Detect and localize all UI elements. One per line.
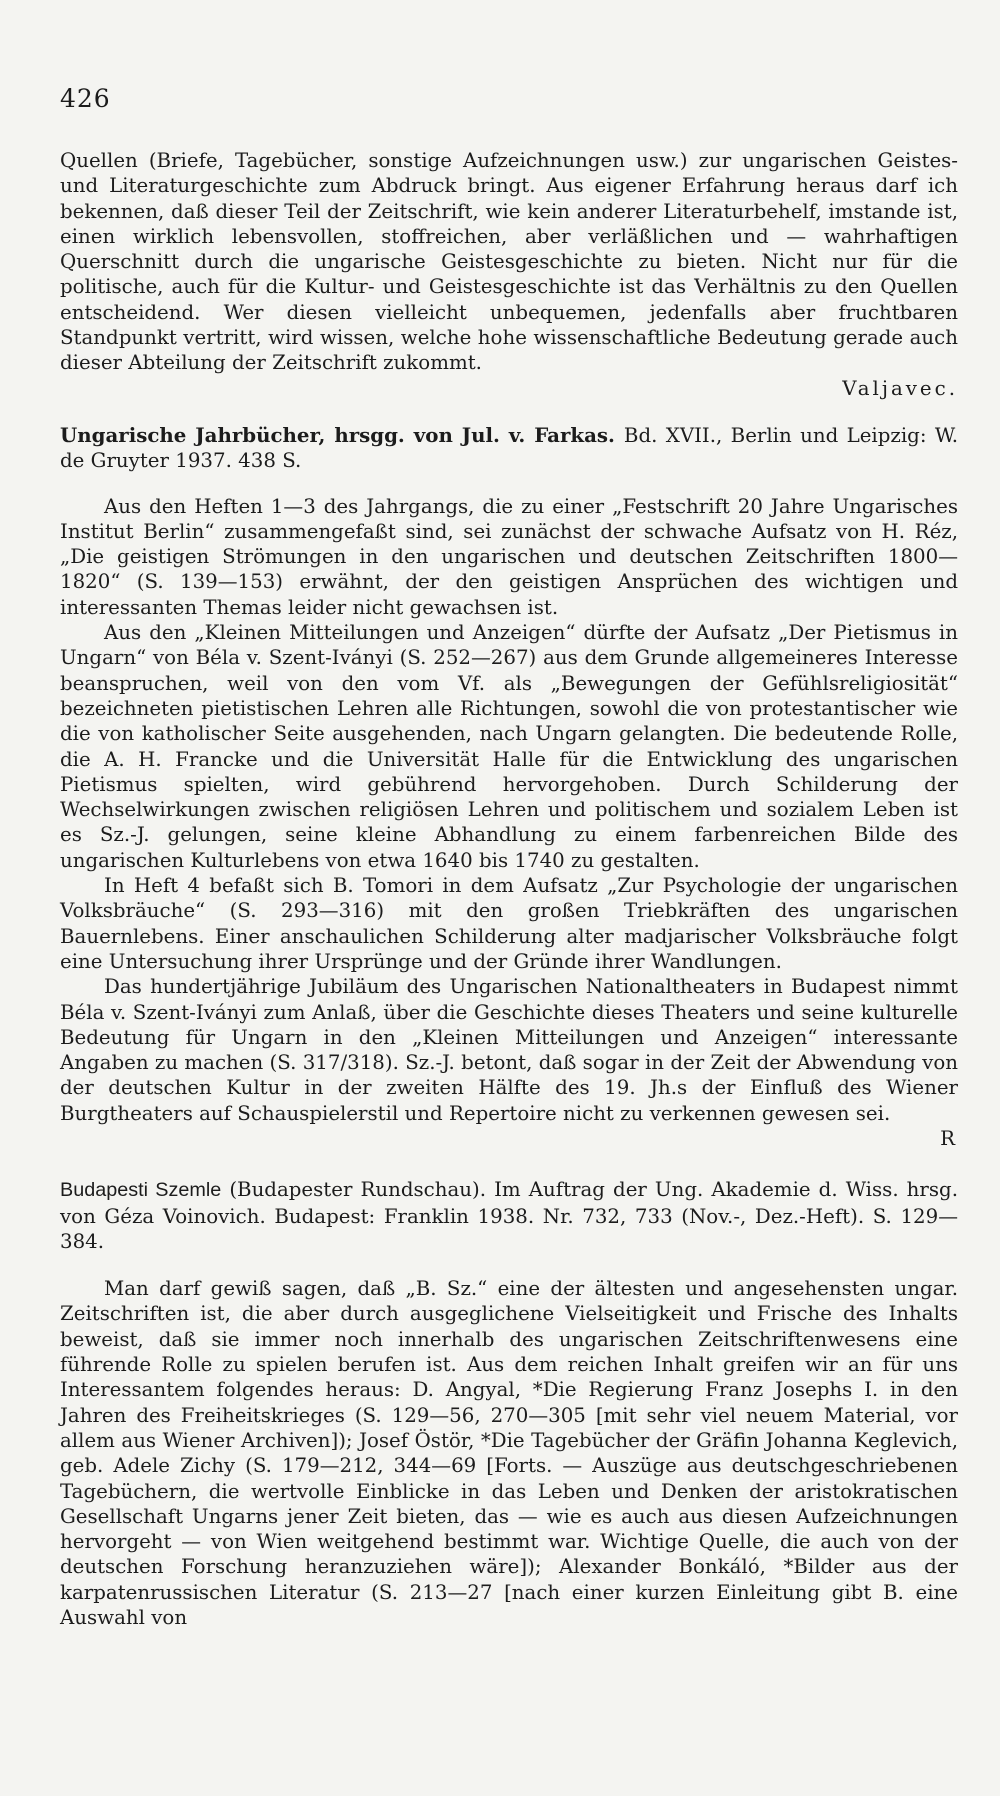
- review-heading: [60, 1177, 958, 1254]
- review-heading-title: Ungarische Jahrbücher, hrsgg. von Jul. v. Farkas.: [60, 422, 615, 447]
- review-heading: [60, 423, 958, 474]
- page-body: [60, 148, 958, 1630]
- review-heading-details: (Budapester Rundschau). Im Auftrag der Ung. Akademie d. Wiss. hrsg. von Géza Voinovich. Budapest: Franklin 1938. Nr. 732, 733 (Nov.-, Dez.-Heft). S. 129—384.: [60, 1178, 958, 1253]
- review-paragraph: Aus den „Kleinen Mitteilungen und Anzeigen“ dürfte der Aufsatz „Der Pietismus in Ungarn“ von Béla v. Szent-Iványi (S. 252—267) aus dem Grunde allgemeineres Interesse beanspruchen, weil von den vom Vf. als „Bewegungen der Gefühlsreligiosität“ bezeichneten pietistischen Lehren alle Richtungen, sowohl die von protestantischer wie die von katholischer Seite ausgehenden, nach Ungarn gelangten. Die bedeutende Rolle, die A. H. Francke und die Universität Halle für die Entwicklung des ungarischen Pietismus spielten, wird gebührend hervorgehoben. Durch Schilderung der Wechselwirkungen zwischen religiösen Lehren und politischem und sozialem Leben ist es Sz.-J. gelungen, seine kleine Abhandlung zu einem farbenreichen Bilde des ungarischen Kulturlebens von etwa 1640 bis 1740 zu gestalten.: [60, 621, 958, 872]
- review-paragraph: Aus den Heften 1—3 des Jahrgangs, die zu einer „Festschrift 20 Jahre Ungarisches Institut Berlin“ zusammengefaßt sind, sei zunächst der schwache Aufsatz von H. Réz, „Die geistigen Strömungen in den ungarischen und deutschen Zeitschriften 1800—1820“ (S. 139—153) erwähnt, der den geistigen Ansprüchen des wichtigen und interessanten Themas leider nicht gewachsen ist.: [60, 494, 958, 619]
- review-heading-details: Bd. XVII., Berlin und Leipzig: W. de Gruyter 1937. 438 S.: [60, 423, 958, 473]
- page-number: 426: [60, 84, 111, 113]
- review-paragraph: Quellen (Briefe, Tagebücher, sonstige Aufzeichnungen usw.) zur ungarischen Geistes- und Literaturgeschichte zum Abdruck bringt. Aus eigener Erfahrung heraus darf ich bekennen, daß dieser Teil der Zeitschrift, wie kein anderer Literaturbehelf, imstande ist, einen wirklich lebensvollen, stoffreichen, aber verläßlichen und — wahrhaftigen Querschnitt durch die ungarische Geistesgeschichte zu bieten. Nicht nur für die politische, auch für die Kultur- und Geistesgeschichte ist das Verhältnis zu den Quellen entscheidend. Wer diesen vielleicht unbequemen, jedenfalls aber fruchtbaren Standpunkt vertritt, wird wissen, welche hohe wissenschaftliche Bedeutung gerade auch dieser Abteilung der Zeitschrift zukommt.: [60, 149, 958, 375]
- reviewer-signature: Valjavec.: [842, 376, 958, 400]
- reviewer-signature: R: [940, 1126, 958, 1150]
- review-paragraph: Man darf gewiß sagen, daß „B. Sz.“ eine der ältesten und angesehensten ungar. Zeitschriften ist, die aber durch ausgeglichene Vielseitigkeit und Frische des Inhalts beweist, daß sie immer noch innerhalb des ungarischen Zeitschriftenwesens eine führende Rolle zu spielen berufen ist. Aus dem reichen Inhalt greifen wir an für uns Interessantem folgendes heraus: D. Angyal, *Die Regierung Franz Josephs I. in den Jahren des Freiheitskrieges (S. 129—56, 270—305 [mit sehr viel neuem Material, vor allem aus Wiener Archiven]); Josef Östör, *Die Tagebücher der Gräfin Johanna Keglevich, geb. Adele Zichy (S. 179—212, 344—69 [Forts. — Auszüge aus deutschgeschriebenen Tagebüchern, die wertvolle Einblicke in das Leben und Denken der aristokratischen Gesellschaft Ungarns jener Zeit bieten, das — wie es auch aus diesen Aufzeichnungen hervorgeht — von Wien weitgehend bestimmt war. Wichtige Quelle, die auch von der deutschen Forschung heranzuziehen wäre]); Alexander Bonkáló, *Bilder aus der karpatenrussischen Literatur (S. 213—27 [nach einer kurzen Einleitung gibt B. eine Auswahl von: [60, 1277, 958, 1630]
- review-paragraph: In Heft 4 befaßt sich B. Tomori in dem Aufsatz „Zur Psychologie der ungarischen Volksbräuche“ (S. 293—316) mit den großen Triebkräften des ungarischen Bauernlebens. Einer anschaulichen Schilderung alter madjarischer Volksbräuche folgt eine Untersuchung ihrer Ursprünge und der Gründe ihrer Wandlungen.: [60, 874, 958, 973]
- review-heading-title: Budapesti Szemle: [60, 1179, 222, 1202]
- review-paragraph: Das hundertjährige Jubiläum des Ungarischen Nationaltheaters in Budapest nimmt Béla v. Szent-Iványi zum Anlaß, über die Geschichte dieses Theaters und seine kulturelle Bedeutung für Ungarn in den „Kleinen Mitteilungen und Anzeigen“ interessante Angaben zu machen (S. 317/318). Sz.-J. betont, daß sogar in der Zeit der Abwendung von der deutschen Kultur in der zweiten Hälfte des 19. Jh.s der Einfluß des Wiener Burgtheaters auf Schauspielerstil und Repertoire nicht zu verkennen gewesen sei.: [60, 975, 958, 1125]
